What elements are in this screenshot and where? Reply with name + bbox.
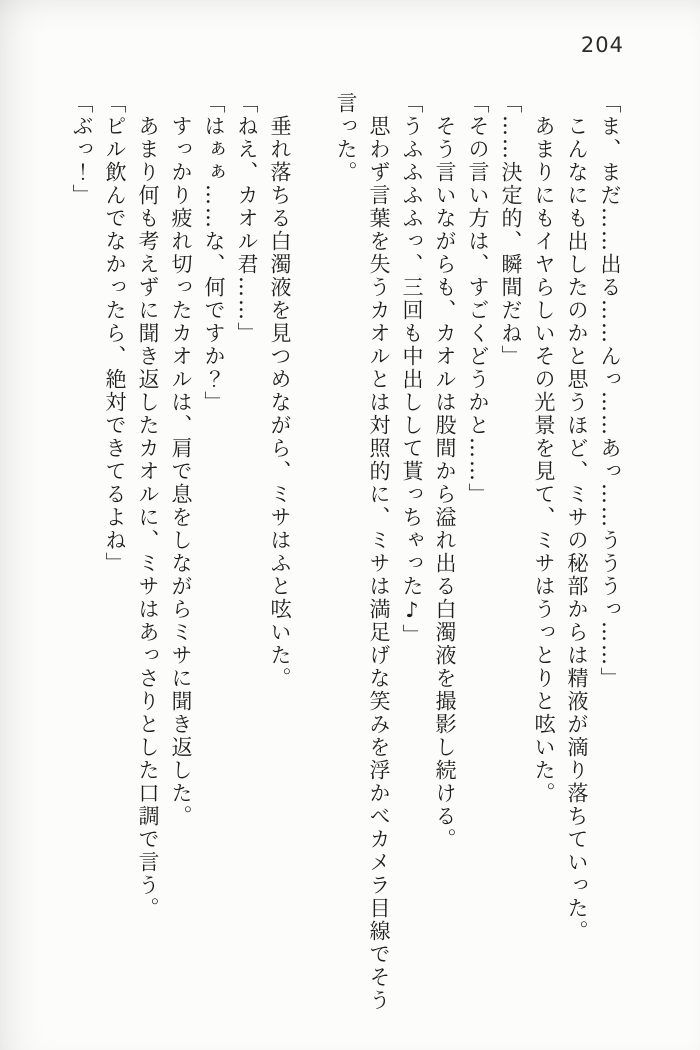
text-line: あまりにもイヤらしいその光景を見て、ミサはうっとりと呟いた。: [532, 92, 556, 805]
text-line: 思わず言葉を失うカオルとは対照的に、ミサは満足げな笑みを浮かべカメラ目線でそう言った。: [334, 92, 391, 1012]
text-line: 「ま、まだ……出る……んっ……あっ……うううっ……」: [598, 92, 622, 690]
text-line: そう言いながらも、カオルは股間から溢れ出る白濁液を撮影し続ける。: [433, 92, 457, 851]
text-line: 「ぶっ！」: [70, 92, 94, 207]
text-line: すっかり疲れ切ったカオルは、肩で息をしながらミサに聞き返した。: [169, 92, 193, 828]
text-line: 「ピル飲んでなかったら、絶対できてるよね」: [103, 92, 127, 575]
text-line: 「うふふふふっ、三回も中出しして貰っちゃった♪」: [400, 92, 424, 647]
text-line: 「ねえ、カオル君……」: [235, 92, 259, 345]
text-line: こんなにも出したのかと思うほど、ミサの秘部からは精液が滴り落ちていった。: [565, 92, 589, 943]
text-line: [296, 92, 329, 1014]
vertical-text-block: [65, 92, 626, 1014]
page-number: 204: [580, 33, 624, 57]
text-line: 「はぁぁ……な、何ですか？」: [202, 92, 226, 414]
text-line: 「……決定的、瞬間だね」: [499, 92, 523, 368]
text-line: 「その言い方は、すごくどうかと……」: [466, 92, 490, 506]
text-line: あまり何も考えずに聞き返したカオルに、ミサはあっさりとした口調で言う。: [136, 92, 160, 920]
text-line: 垂れ落ちる白濁液を見つめながら、ミサはふと呟いた。: [268, 92, 292, 690]
